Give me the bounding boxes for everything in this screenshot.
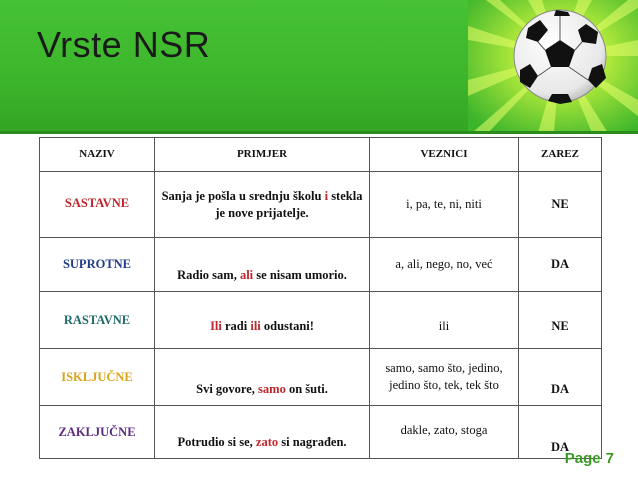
conjunction-table — [39, 137, 602, 459]
row-veznici: samo, samo što, jedino, jedino što, tek, tek što — [370, 349, 519, 406]
header-divider — [0, 131, 638, 134]
row-veznici: a, ali, nego, no, već — [370, 238, 519, 292]
row-veznici: ili — [370, 292, 519, 349]
example-text: on šuti. — [285, 382, 328, 396]
row-veznici: i, pa, te, ni, niti — [370, 172, 519, 238]
page-number — [560, 450, 614, 467]
row-primjer — [155, 292, 370, 349]
header-primjer: PRIMJER — [155, 138, 370, 172]
row-veznici: dakle, zato, stoga — [370, 406, 519, 459]
row-zarez: NE — [519, 172, 602, 238]
example-conjunction: i — [324, 188, 329, 203]
example-text: Sanja je pošla u srednju školu — [161, 188, 325, 203]
example-text: Radio sam, — [177, 268, 240, 282]
row-zarez: DA — [519, 349, 602, 406]
example-text: stekla je nove prijatelje. — [215, 188, 363, 220]
page-label: Page — [564, 450, 601, 467]
soccer-ball-icon — [468, 0, 638, 133]
row-primjer — [155, 238, 370, 292]
row-zarez: NE — [519, 292, 602, 349]
example-conjunction: samo — [258, 382, 286, 396]
example-conjunction: Ili — [210, 318, 222, 333]
row-primjer — [155, 349, 370, 406]
example-text: Svi govore, — [196, 382, 259, 396]
row-naziv: ISKLJUČNE — [40, 349, 155, 406]
example-conjunction: zato — [255, 435, 279, 449]
example-conjunction: ili — [250, 318, 261, 333]
header-zarez: ZAREZ — [519, 138, 602, 172]
table-row — [40, 406, 602, 459]
table-row — [40, 349, 602, 406]
slide-header — [0, 0, 638, 133]
row-naziv: ZAKLJUČNE — [40, 406, 155, 459]
example-conjunction: ali — [239, 268, 254, 282]
row-naziv: RASTAVNE — [40, 292, 155, 349]
row-zarez: DA — [519, 406, 602, 459]
table-row — [40, 238, 602, 292]
row-primjer — [155, 172, 370, 238]
row-naziv: SASTAVNE — [40, 172, 155, 238]
example-text: se nisam umorio. — [253, 268, 347, 282]
example-text: si nagrađen. — [278, 435, 347, 449]
table-row — [40, 292, 602, 349]
page-value: 7 — [605, 450, 614, 467]
header-veznici: VEZNICI — [370, 138, 519, 172]
row-naziv: SUPROTNE — [40, 238, 155, 292]
example-text: odustani! — [260, 318, 314, 333]
table-row — [40, 172, 602, 238]
row-primjer — [155, 406, 370, 459]
header-naziv: NAZIV — [40, 138, 155, 172]
table-header-row — [40, 138, 602, 172]
slide-title: Vrste NSR — [37, 24, 211, 65]
example-text: Potrudio si se, — [177, 435, 256, 449]
row-zarez: DA — [519, 238, 602, 292]
example-text: radi — [221, 318, 251, 333]
